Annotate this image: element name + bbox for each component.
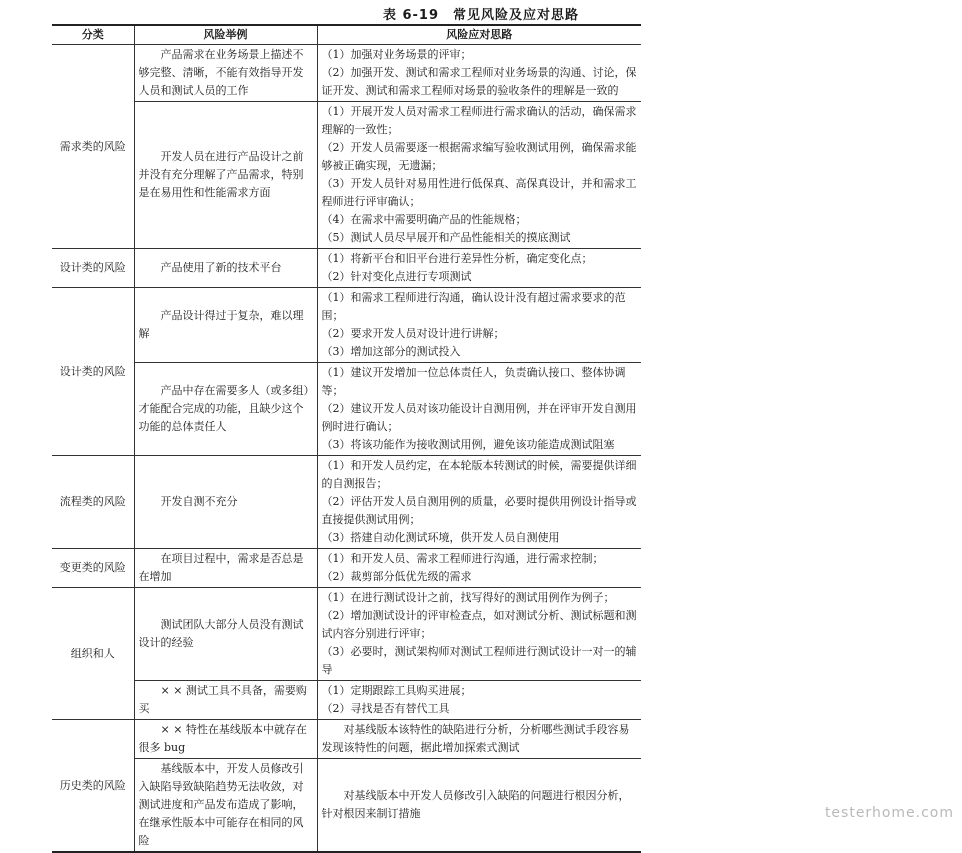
watermark: testerhome.com <box>824 805 954 821</box>
table-title: 表 6-19 常见风险及应对思路 <box>382 8 580 23</box>
risk-table <box>52 24 641 853</box>
response-line: （2）增加测试设计的评审检查点，如对测试分析、测试标题和测试内容分别进行评审； <box>321 609 637 640</box>
response-line: （1）和需求工程师进行沟通，确认设计没有超过需求要求的范围； <box>321 291 626 322</box>
response-cell <box>317 588 641 681</box>
example-cell: 测试团队大部分人员没有测试设计的经验 <box>134 588 317 681</box>
response-cell <box>317 249 641 288</box>
category-cell: 需求类的风险 <box>52 45 134 249</box>
example-cell: 产品设计得过于复杂，难以理解 <box>134 288 317 363</box>
header-example: 风险举例 <box>134 25 317 45</box>
example-cell: 开发人员在进行产品设计之前并没有充分理解了产品需求，特别是在易用性和性能需求方面 <box>134 102 317 249</box>
example-cell: 基线版本中，开发人员修改引入缺陷导致缺陷趋势无法收敛，对测试进度和产品发布造成了影响，在继承性版本中可能存在相同的风险 <box>134 759 317 853</box>
response-line: （2）评估开发人员自测用例的质量，必要时提供用例设计指导或直接提供测试用例； <box>321 495 637 526</box>
response-line: （1）将新平台和旧平台进行差异性分析，确定变化点； <box>321 252 593 265</box>
response-line: （1）在进行测试设计之前，找写得好的测试用例作为例子； <box>321 591 615 604</box>
response-cell <box>317 45 641 102</box>
table-row <box>52 45 641 102</box>
response-line: 对基线版本中开发人员修改引入缺陷的问题进行根因分析，针对根因来制订措施 <box>321 789 630 820</box>
category-cell: 设计类的风险 <box>52 288 134 456</box>
response-cell <box>317 363 641 456</box>
response-cell <box>317 549 641 588</box>
response-line: （2）裁剪部分低优先级的需求 <box>321 570 472 583</box>
response-line: （2）建议开发人员对该功能设计自测用例，并在评审开发自测用例时进行确认； <box>321 402 637 433</box>
response-line: （4）在需求中需要明确产品的性能规格； <box>321 213 527 226</box>
example-cell: × × 特性在基线版本中就存在很多 bug <box>134 720 317 759</box>
example-cell: 产品中存在需要多人（或多组）才能配合完成的功能，且缺少这个功能的总体责任人 <box>134 363 317 456</box>
response-line: （3）必要时，测试架构师对测试工程师进行测试设计一对一的辅导 <box>321 645 637 676</box>
response-line: （1）开展开发人员对需求工程师进行需求确认的活动，确保需求理解的一致性； <box>321 105 637 136</box>
response-line: （1）加强对业务场景的评审； <box>321 48 472 61</box>
response-cell <box>317 102 641 249</box>
response-cell <box>317 720 641 759</box>
table-row <box>52 249 641 288</box>
category-cell: 流程类的风险 <box>52 456 134 549</box>
table-row <box>52 759 641 853</box>
response-line: （1）和开发人员约定，在本轮版本转测试的时候，需要提供详细的自测报告； <box>321 459 637 490</box>
table-row <box>52 681 641 720</box>
example-cell: 在项目过程中，需求是否总是在增加 <box>134 549 317 588</box>
response-line: （3）搭建自动化测试环境，供开发人员自测使用 <box>321 531 560 544</box>
response-line: （2）要求开发人员对设计进行讲解； <box>321 327 505 340</box>
category-cell: 设计类的风险 <box>52 249 134 288</box>
response-line: （2）寻找是否有替代工具 <box>321 702 450 715</box>
response-line: （1）建议开发增加一位总体责任人，负责确认接口、整体协调等； <box>321 366 626 397</box>
category-cell: 变更类的风险 <box>52 549 134 588</box>
response-line: （1）定期跟踪工具购买进展； <box>321 684 472 697</box>
example-cell: × × 测试工具不具备，需要购买 <box>134 681 317 720</box>
response-line: （3）将该功能作为接收测试用例，避免该功能造成测试阻塞 <box>321 438 615 451</box>
table-row <box>52 720 641 759</box>
example-cell: 产品需求在业务场景上描述不够完整、清晰，不能有效指导开发人员和测试人员的工作 <box>134 45 317 102</box>
table-row <box>52 288 641 363</box>
table-row <box>52 456 641 549</box>
response-line: 对基线版本该特性的缺陷进行分析，分析哪些测试手段容易发现该特性的问题，据此增加探索式测试 <box>321 723 630 754</box>
table-row <box>52 549 641 588</box>
response-line: （2）开发人员需要逐一根据需求编写验收测试用例，确保需求能够被正确实现，无遗漏； <box>321 141 637 172</box>
response-line: （3）开发人员针对易用性进行低保真、高保真设计，并和需求工程师进行评审确认； <box>321 177 637 208</box>
example-cell: 产品使用了新的技术平台 <box>134 249 317 288</box>
response-cell <box>317 759 641 853</box>
example-cell: 开发自测不充分 <box>134 456 317 549</box>
header-category: 分类 <box>52 25 134 45</box>
table-row <box>52 588 641 681</box>
response-cell <box>317 456 641 549</box>
category-cell: 组织和人 <box>52 588 134 720</box>
header-row <box>52 25 641 45</box>
header-response: 风险应对思路 <box>317 25 641 45</box>
response-line: （2）针对变化点进行专项测试 <box>321 270 472 283</box>
response-cell <box>317 681 641 720</box>
category-cell: 历史类的风险 <box>52 720 134 853</box>
response-line: （1）和开发人员、需求工程师进行沟通，进行需求控制； <box>321 552 604 565</box>
response-line: （3）增加这部分的测试投入 <box>321 345 461 358</box>
response-line: （5）测试人员尽早展开和产品性能相关的摸底测试 <box>321 231 571 244</box>
response-cell <box>317 288 641 363</box>
response-line: （2）加强开发、测试和需求工程师对业务场景的沟通、讨论，保证开发、测试和需求工程师对场景的验收条件的理解是一致的 <box>321 66 637 97</box>
table-row <box>52 102 641 249</box>
table-row <box>52 363 641 456</box>
